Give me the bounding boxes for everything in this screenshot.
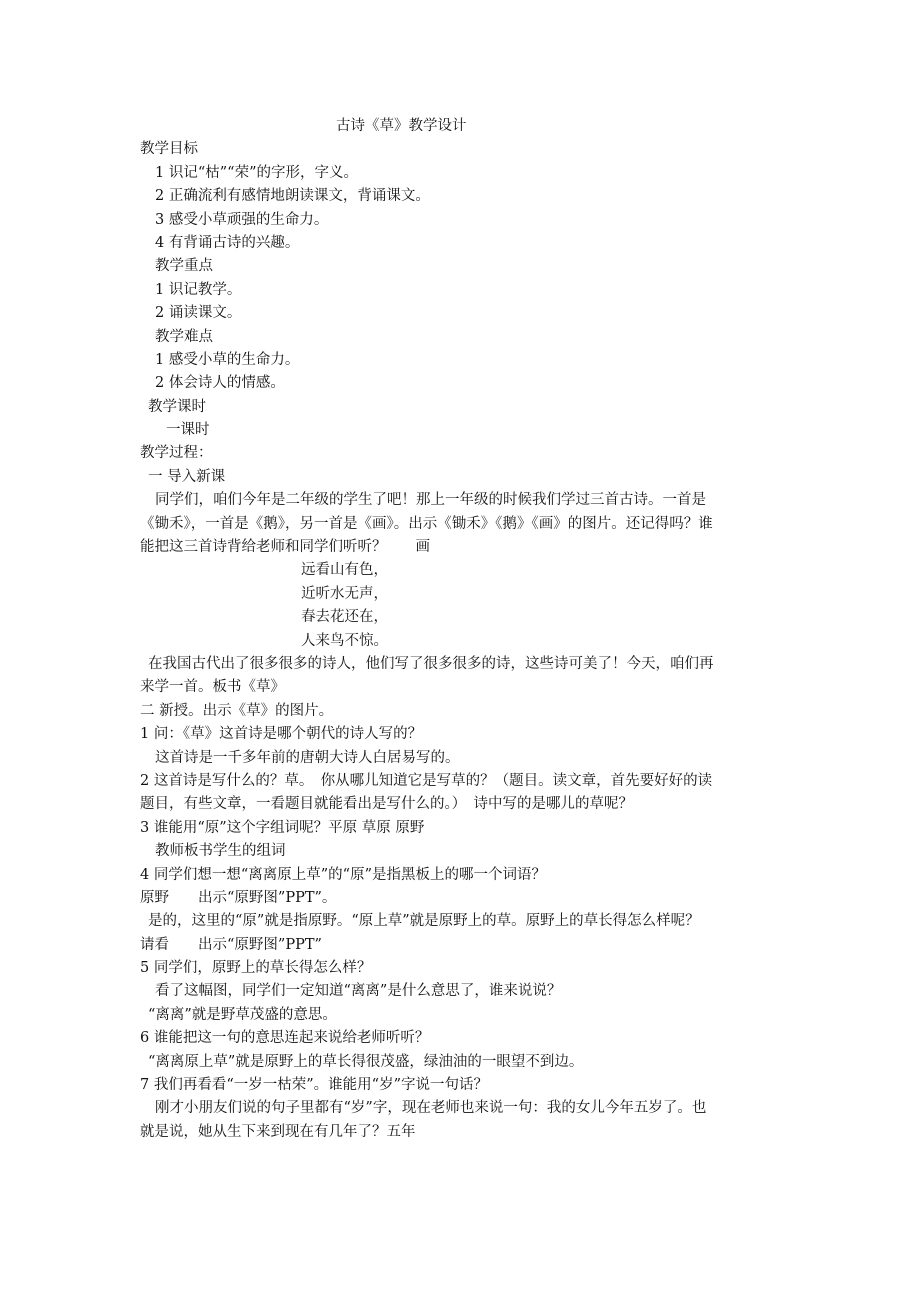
poem-line: 人来鸟不惊。 (301, 632, 388, 649)
paragraph-line: 是的，这里的“原”就是指原野。“原上草”就是原野上的草。原野上的草长得怎么样呢？ (148, 913, 700, 930)
paragraph-line: “离离”就是野草茂盛的意思。 (148, 1006, 337, 1023)
paragraph-line: 刚才小朋友们说的句子里都有“岁”字，现在老师也来说一句：我的女儿今年五岁了。也 (155, 1100, 707, 1117)
process-heading: 教学过程： (140, 445, 213, 462)
poem-line: 远看山有色， (301, 562, 388, 579)
paragraph-line: 这首诗是一千多年前的唐朝大诗人白居易写的。 (155, 749, 460, 766)
paragraph-line: 看了这幅图，同学们一定知道“离离”是什么意思了，谁来说说？ (155, 983, 562, 1000)
poem-line: 近听水无声， (301, 585, 388, 602)
paragraph-line: 2 这首诗是写什么的？草。 你从哪儿知道它是写草的？（题目。读文章，首先要好好的读 (140, 772, 713, 789)
difficulty-item: 1 感受小草的生命力。 (155, 351, 300, 368)
objective-item: 3 感受小草顽强的生命力。 (155, 211, 329, 228)
objective-item: 4 有背诵古诗的兴趣。 (155, 234, 300, 251)
section-heading: 二 新授。出示《草》的图片。 (140, 702, 334, 719)
objective-item: 2 正确流利有感情地朗读课文，背诵课文。 (155, 188, 430, 205)
paragraph-line: 就是说，她从生下来到现在有几年了？五年 (140, 1123, 416, 1140)
paragraph-line: 《锄禾》，一首是《鹅》，另一首是《画》。出示《锄禾》《鹅》《画》的图片。还记得吗？谁 (140, 515, 713, 532)
paragraph-line: “离离原上草”就是原野上的草长得很茂盛，绿油油的一眼望不到边。 (148, 1053, 584, 1070)
class-hours-heading: 教学课时 (148, 398, 206, 415)
paragraph-line: 题目，有些文章，一看题目就能看出是写什么的。） 诗中写的是哪儿的草呢？ (140, 796, 633, 813)
paragraph-line: 请看 出示“原野图”PPT” (140, 936, 322, 953)
difficulty-heading: 教学难点 (155, 328, 213, 345)
class-hours-value: 一课时 (166, 422, 210, 439)
key-point-item: 1 识记教学。 (155, 281, 242, 298)
paragraph-line: 原野 出示“原野图”PPT”。 (140, 889, 337, 906)
paragraph-line: 4 同学们想一想“离离原上草”的“原”是指黑板上的哪一个词语？ (140, 866, 546, 883)
paragraph-line: 在我国古代出了很多很多的诗人，他们写了很多很多的诗，这些诗可美了！今天，咱们再 (148, 655, 714, 672)
key-point-item: 2 诵读课文。 (155, 305, 242, 322)
paragraph-line: 3 谁能用“原”这个字组词呢？平原 草原 原野 (140, 819, 425, 836)
section-heading: 一 导入新课 (148, 468, 226, 485)
objective-item: 1 识记“枯”“荣”的字形，字义。 (155, 164, 358, 181)
paragraph-line: 1 问：《草》这首诗是哪个朝代的诗人写的？ (140, 726, 423, 743)
lesson-body (140, 723, 790, 1144)
objectives-heading: 教学目标 (140, 141, 198, 158)
difficulty-item: 2 体会诗人的情感。 (155, 375, 285, 392)
paragraph-line: 6 谁能把这一句的意思连起来说给老师听听？ (140, 1030, 430, 1047)
paragraph-line: 5 同学们，原野上的草长得怎么样？ (140, 960, 372, 977)
document-page (140, 115, 790, 1144)
paragraph-line: 来学一首。板书《草》 (140, 679, 285, 696)
paragraph-line: 教师板书学生的组词 (155, 843, 286, 860)
document-title: 古诗《草》教学设计 (336, 118, 467, 134)
paragraph-line: 能把这三首诗背给老师和同学们听听？ 画 (140, 539, 430, 556)
paragraph-line: 同学们，咱们今年是二年级的学生了吧！那上一年级的时候我们学过三首古诗。一首是 (155, 492, 706, 509)
paragraph-line: 7 我们再看看“一岁一枯荣”。谁能用“岁”字说一句话？ (140, 1077, 488, 1094)
key-points-heading: 教学重点 (155, 258, 213, 275)
poem-line: 春去花还在， (301, 609, 388, 626)
